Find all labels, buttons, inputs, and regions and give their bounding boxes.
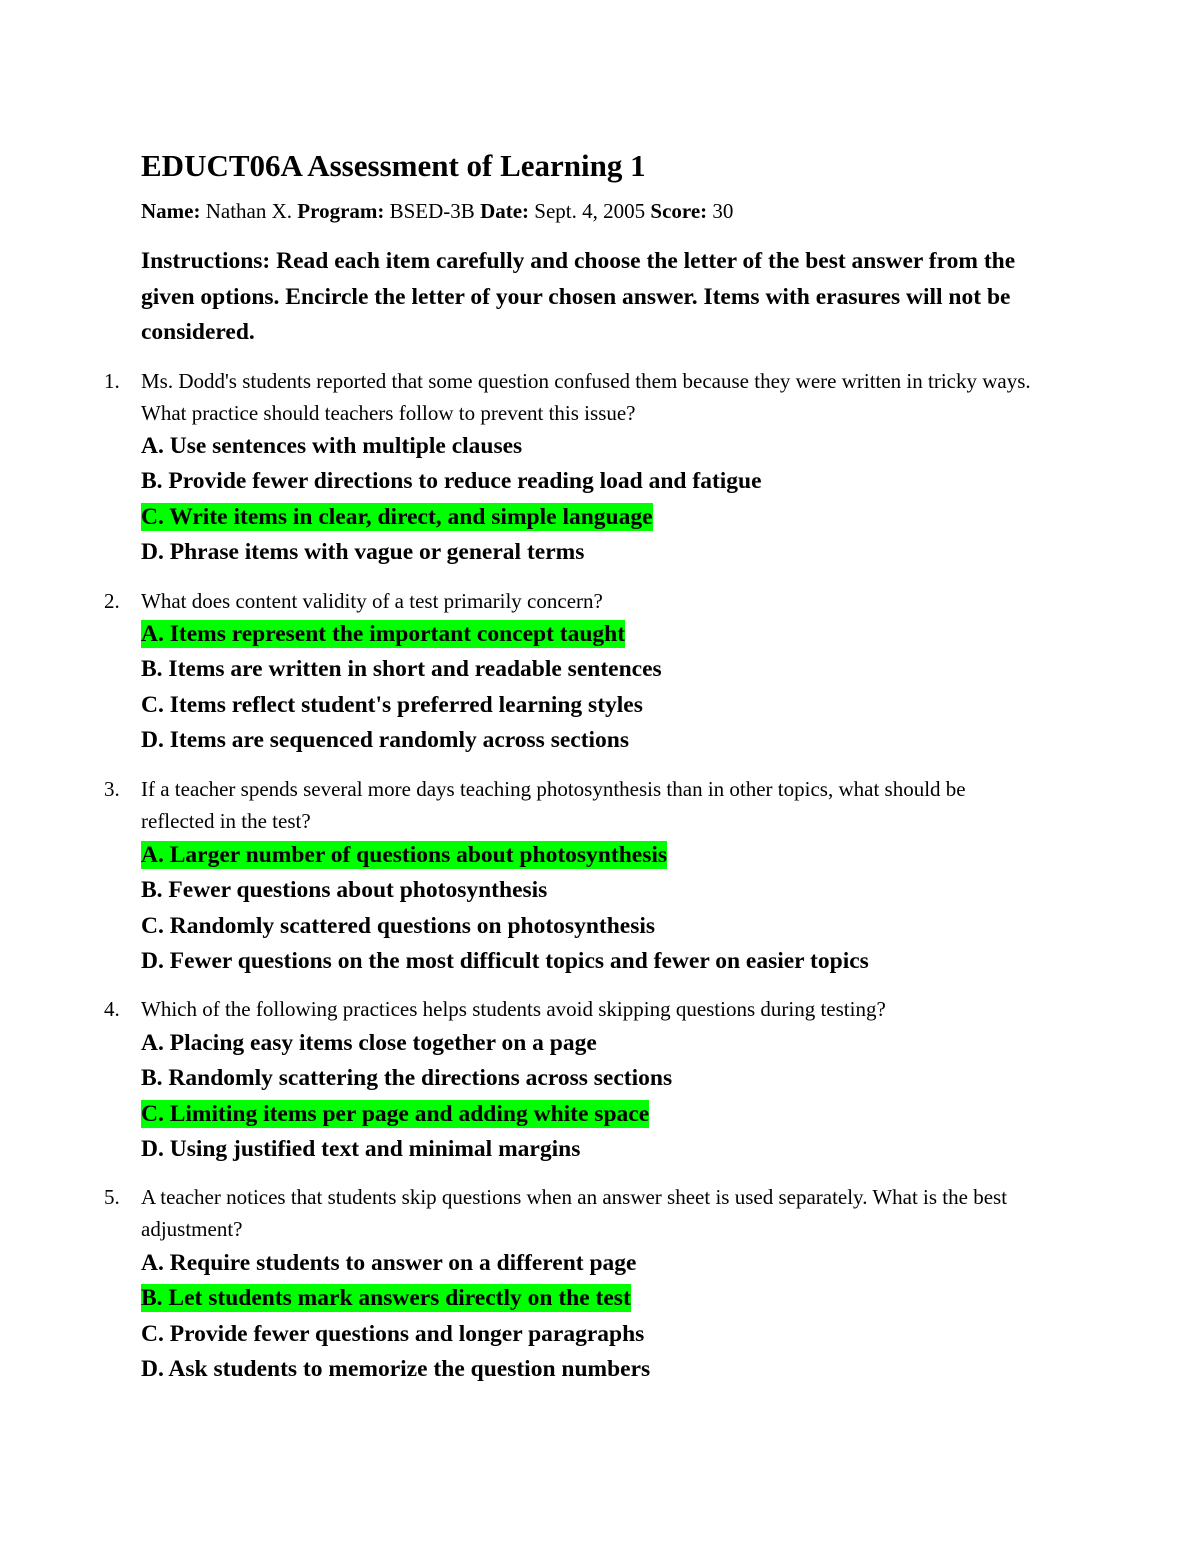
program-label: Program: — [297, 199, 385, 223]
options-list — [141, 838, 1091, 979]
score-value: 30 — [712, 199, 734, 223]
question-number: 4. — [104, 997, 120, 1021]
option-d[interactable]: D. Phrase items with vague or general terms — [141, 538, 585, 565]
instructions-label: Instructions: — [141, 248, 271, 274]
name-value: Nathan X. — [205, 199, 293, 223]
score-label: Score: — [650, 199, 708, 223]
options-list — [141, 429, 1091, 570]
option-b[interactable]: B. Fewer questions about photosynthesis — [141, 877, 548, 904]
instructions-paragraph — [141, 244, 1061, 351]
option-c[interactable]: C. Items reflect student's preferred learning styles — [141, 691, 643, 718]
option-b-highlighted[interactable]: B. Let students mark answers directly on the test — [141, 1285, 631, 1312]
option-d[interactable]: D. Fewer questions on the most difficult topics and fewer on easier topics — [141, 947, 869, 974]
options-list — [141, 1246, 1091, 1387]
date-value: Sept. 4, 2005 — [534, 199, 646, 223]
question-number: 1. — [104, 369, 120, 393]
option-d[interactable]: D. Ask students to memorize the question numbers — [141, 1355, 651, 1382]
option-c-highlighted[interactable]: C. Limiting items per page and adding white space — [141, 1100, 650, 1127]
question-stem: If a teacher spends several more days teaching photosynthesis than in other topics, what should be reflected in the test? — [141, 777, 966, 833]
option-c[interactable]: C. Randomly scattered questions on photosynthesis — [141, 912, 656, 939]
question-stem: Which of the following practices helps students avoid skipping questions during testing? — [141, 997, 886, 1021]
option-d[interactable]: D. Using justified text and minimal margins — [141, 1135, 581, 1162]
option-c[interactable]: C. Provide fewer questions and longer paragraphs — [141, 1320, 645, 1347]
document-title: EDUCT06A Assessment of Learning 1 — [141, 148, 646, 183]
question-stem: A teacher notices that students skip questions when an answer sheet is used separately. What is the best adjustment? — [141, 1185, 1008, 1241]
program-value: BSED-3B — [389, 199, 475, 223]
question-number: 5. — [104, 1185, 120, 1209]
instructions-text: Read each item carefully and choose the letter of the best answer from the given options. Encircle the letter of your chosen answer. Items with erasures will not be considered. — [141, 248, 1016, 345]
option-b[interactable]: B. Provide fewer directions to reduce reading load and fatigue — [141, 468, 762, 495]
question-stem: Ms. Dodd's students reported that some question confused them because they were written in tricky ways. What practice should teachers follow to prevent this issue? — [141, 369, 1031, 425]
date-label: Date: — [480, 199, 530, 223]
student-info-line — [141, 197, 733, 225]
option-a-highlighted[interactable]: A. Larger number of questions about photosynthesis — [141, 842, 668, 868]
question-number: 2. — [104, 589, 120, 613]
option-a[interactable]: A. Require students to answer on a different page — [141, 1250, 637, 1276]
question-stem: What does content validity of a test primarily concern? — [141, 589, 603, 613]
name-label: Name: — [141, 199, 201, 223]
option-d[interactable]: D. Items are sequenced randomly across sections — [141, 726, 630, 753]
option-b[interactable]: B. Items are written in short and readable sentences — [141, 656, 662, 683]
question-number: 3. — [104, 777, 120, 801]
options-list — [141, 617, 1091, 758]
option-b[interactable]: B. Randomly scattering the directions across sections — [141, 1065, 673, 1092]
option-c-highlighted[interactable]: C. Write items in clear, direct, and simple language — [141, 503, 653, 530]
option-a[interactable]: A. Use sentences with multiple clauses — [141, 433, 523, 459]
options-list — [141, 1026, 1091, 1167]
option-a[interactable]: A. Placing easy items close together on a page — [141, 1030, 597, 1056]
option-a-highlighted[interactable]: A. Items represent the important concept taught — [141, 621, 626, 647]
